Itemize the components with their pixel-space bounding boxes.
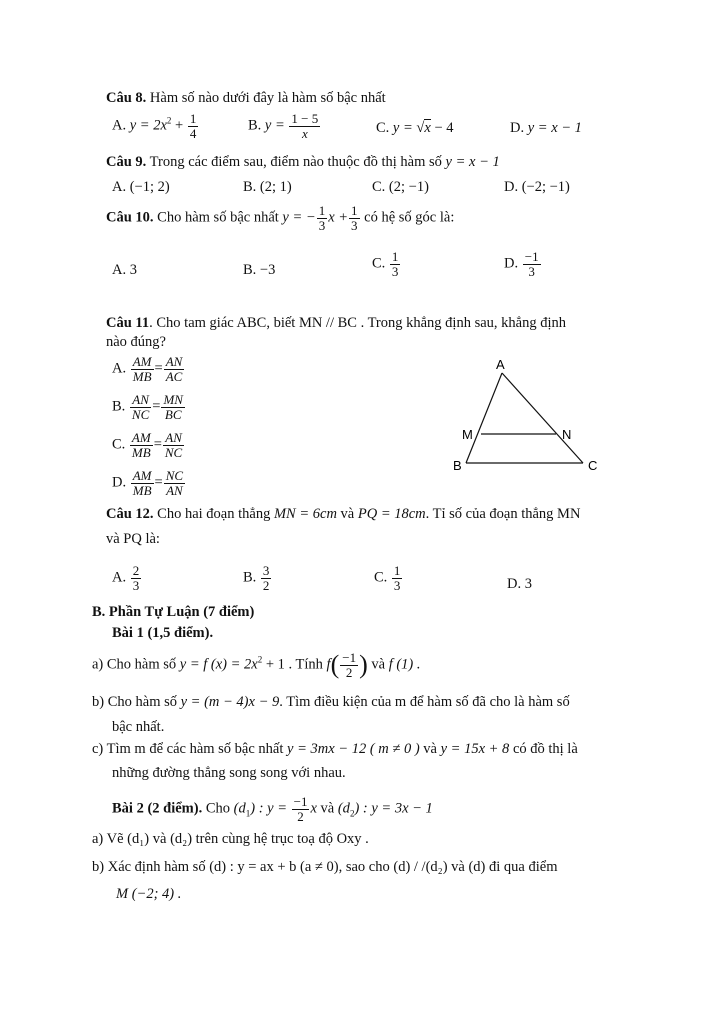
bai2-b-label: b): [92, 859, 105, 875]
q11-option-a: [112, 355, 185, 383]
q9-text: Trong các điểm sau, điểm nào thuộc đồ thị hàm số: [149, 154, 442, 170]
side-ac: [502, 373, 583, 463]
q10-x-plus: x +: [328, 209, 349, 226]
q9-option-a: A. (−1; 2): [112, 179, 170, 195]
q11-b-eq: =: [152, 398, 161, 415]
q8-c-expr: y =: [392, 120, 413, 136]
q11-d-frac2: [164, 469, 185, 497]
bai1-a-expr: y = f (x) = 2x: [179, 656, 258, 673]
bai1-title: Bài 1 (1,5 điểm).: [112, 625, 214, 641]
bai2-b-point: M (−2; 4) .: [116, 886, 182, 902]
q11-stem: [106, 315, 566, 332]
q10-n1: 1: [318, 203, 326, 218]
q8-a-expr: y = 2x: [129, 117, 167, 134]
sqrt-icon: √: [416, 120, 425, 136]
q8-b-frac: [289, 112, 320, 140]
q8-b-num: 1 − 5: [291, 111, 319, 126]
q12-title: Câu 12.: [106, 506, 154, 522]
q11-title: Câu 11: [106, 315, 150, 331]
q8-c-radicand: x: [424, 120, 431, 136]
q10-option-c: [372, 250, 401, 278]
bai1-a-and: và: [371, 656, 386, 673]
q10-expr-pre: y = −: [282, 209, 316, 226]
q12-a-frac: [131, 564, 142, 592]
paren-right-icon: ): [359, 650, 368, 679]
q11-a-n2: AN: [165, 354, 183, 369]
q12-option-c: [374, 564, 403, 592]
q11-text1: . Cho tam giác ABC, biết MN // BC . Trong khẳng định sau, khẳng định: [149, 315, 567, 331]
bai1-c-va: và: [423, 741, 437, 757]
q11-c-eq: =: [153, 436, 162, 453]
q11-d-n1: AM: [132, 468, 152, 483]
q12-text2: . Tỉ số của đoạn thẳng MN: [425, 506, 581, 522]
q11-text2: nào đúng?: [106, 334, 166, 350]
bai1-a-f: f: [326, 656, 331, 673]
q8-a-num: 1: [189, 111, 197, 126]
bai2-d2-sub: 2: [349, 808, 355, 819]
q10-title: Câu 10.: [106, 209, 154, 226]
q11-b-d1: NC: [131, 406, 150, 422]
q9-option-b: B. (2; 1): [243, 179, 292, 195]
bai1-b-label: b): [92, 694, 105, 710]
q8-a-label: A.: [112, 117, 127, 134]
bai1-a-text: Cho hàm số: [106, 656, 177, 673]
q12-mn: MN = 6cm: [273, 506, 337, 522]
q11-b-n2: MN: [163, 392, 183, 407]
q12-a-den: 3: [132, 577, 140, 593]
bai2-d1-x: x: [310, 800, 317, 817]
bai1-c: [92, 741, 578, 758]
q8-a-sup: 2: [166, 115, 172, 126]
q8-option-c: [376, 120, 454, 137]
q8-b-expr: y =: [264, 117, 285, 134]
q12-a-num: 2: [132, 563, 140, 578]
bai1-c-cond: ( m ≠ 0 ): [369, 741, 420, 757]
point-m-label: M: [462, 427, 473, 442]
part-b-title: B. Phần Tự Luận (7 điểm): [92, 604, 255, 620]
side-ab: [466, 373, 502, 463]
q12-stem: [106, 506, 580, 523]
q8-a-den: 4: [189, 125, 197, 141]
q8-c-label: C.: [376, 120, 390, 136]
bai2-d1-post: ) : y =: [250, 800, 287, 817]
q11-b-frac1: [130, 393, 151, 421]
q11-c-frac1: [130, 431, 153, 459]
bai1-c-text2: có đồ thị là: [512, 741, 578, 757]
q12-va: và: [340, 506, 355, 522]
bai2-text: Cho: [205, 800, 231, 817]
bai2-d1-num: −1: [293, 794, 308, 809]
q10-d2: 3: [351, 217, 358, 233]
q11-a-frac2: [164, 355, 185, 383]
q11-a-n1: AM: [132, 354, 152, 369]
bai1-b-expr: y = (m − 4)x − 9: [180, 694, 280, 710]
q12-option-b: [243, 564, 272, 592]
bai1-a-num: −1: [342, 649, 357, 665]
q10-frac2: [349, 204, 360, 232]
q11-a-eq: =: [154, 360, 163, 377]
q10-text: Cho hàm số bậc nhất: [157, 209, 279, 226]
q10-c-num: 1: [391, 249, 399, 264]
q8-c-post: − 4: [434, 120, 454, 136]
q8-option-b: [248, 112, 321, 140]
q9-option-d: D. (−2; −1): [504, 179, 570, 195]
q11-d-n2: NC: [165, 468, 184, 483]
q12-option-a: [112, 564, 142, 592]
q11-c-n2: AN: [165, 430, 182, 445]
q9-expr: y = x − 1: [445, 154, 500, 170]
bai1-c-expr2: y = 15x + 8: [440, 741, 510, 757]
bai2-d2-post: ) : y = 3x − 1: [354, 800, 433, 817]
q11-d-d2: AN: [166, 482, 183, 498]
q11-c-d1: MB: [131, 444, 151, 460]
q11-a-label: A.: [112, 360, 127, 377]
q11-d-label: D.: [112, 474, 127, 491]
bai1-c-label: c): [92, 741, 104, 757]
bai1-b: [92, 694, 570, 711]
bai2-stem: [112, 795, 433, 823]
q12-c-frac: [392, 564, 403, 592]
q11-c-d2: NC: [164, 444, 183, 460]
q12-c-den: 3: [393, 577, 401, 593]
bai2-title: Bài 2 (2 điểm).: [112, 800, 203, 817]
bai1-a-sup: 2: [257, 654, 263, 665]
q8-title: Câu 8.: [106, 90, 147, 106]
q8-d-label: D.: [510, 120, 525, 136]
bai1-b-text: Cho hàm số: [107, 694, 177, 710]
bai1-c-text3: những đường thẳng song song với nhau.: [112, 765, 346, 781]
q11-option-d: [112, 469, 186, 497]
triangle-figure: [440, 355, 610, 475]
q12-option-d: D. 3: [507, 576, 532, 592]
q12-text1: Cho hai đoạn thẳng: [157, 506, 271, 522]
q8-a-frac: [188, 112, 199, 140]
bai2-d1-sub: 1: [245, 808, 251, 819]
q11-b-frac2: [161, 393, 185, 421]
q8-option-d: [510, 120, 582, 137]
bai1-b-text2: . Tìm điều kiện của m để hàm số đã cho là hàm số: [279, 694, 570, 710]
q11-d-frac1: [131, 469, 154, 497]
bai2-a-label: a): [92, 831, 104, 847]
bai1-c-text: Tìm m để các hàm số bậc nhất: [106, 741, 284, 757]
bai1-a: [92, 650, 421, 680]
q12-b-den: 2: [262, 577, 270, 593]
q8-b-label: B.: [248, 117, 262, 134]
q12-c-label: C.: [374, 569, 388, 586]
q11-c-n1: AM: [131, 430, 151, 445]
vertex-b-label: B: [453, 458, 462, 473]
q8-b-den: x: [301, 125, 308, 141]
point-n-label: N: [562, 427, 572, 442]
q10-n2: 1: [351, 203, 358, 218]
q10-c-frac: [390, 250, 401, 278]
q10-d1: 3: [318, 217, 326, 233]
bai1-a-expr2: + 1 . Tính: [262, 656, 323, 673]
q11-option-c: [112, 431, 185, 459]
bai2-b: [92, 859, 557, 876]
q11-c-frac2: [163, 431, 184, 459]
q11-b-d2: BC: [164, 406, 182, 422]
vertex-c-label: C: [588, 458, 598, 473]
q11-a-frac1: [131, 355, 154, 383]
q10-d-den: 3: [528, 263, 535, 279]
bai1-c-expr1: y = 3mx − 12: [287, 741, 367, 757]
q12-c-num: 1: [393, 563, 401, 578]
q11-b-n1: AN: [132, 392, 149, 407]
q10-c-label: C.: [372, 255, 386, 272]
q11-a-d2: AC: [165, 368, 183, 384]
q9-stem: [106, 154, 500, 171]
q10-d-label: D.: [504, 255, 519, 272]
q10-c-den: 3: [391, 263, 399, 279]
q11-d-eq: =: [154, 474, 163, 491]
q10-option-d: [504, 250, 542, 278]
q10-d-frac: [523, 250, 541, 278]
bai1-a-frac: [340, 651, 358, 679]
bai2-a-text: Vẽ (d₁) và (d₂) trên cùng hệ trục toạ độ Oxy .: [106, 831, 369, 847]
paren-left-icon: (: [330, 650, 340, 679]
q10-d-num: −1: [524, 249, 539, 264]
bai2-a: [92, 831, 369, 848]
q8-text: Hàm số nào dưới đây là hàm số bậc nhất: [149, 90, 386, 106]
q11-option-b: [112, 393, 186, 421]
bai2-d2-pre: (d: [337, 800, 350, 817]
bai2-d1-pre: (d: [233, 800, 246, 817]
q12-a-label: A.: [112, 569, 127, 586]
q12-b-label: B.: [243, 569, 257, 586]
q10-stem: [106, 204, 454, 232]
q12-b-num: 3: [262, 563, 270, 578]
q11-b-label: B.: [112, 398, 126, 415]
bai1-a-label: a): [92, 656, 104, 673]
bai2-b-text: Xác định hàm số (d) : y = ax + b (a ≠ 0), sao cho (d) / /(d₂) và (d) đi qua điểm: [107, 859, 558, 875]
bai2-d1-den: 2: [297, 808, 304, 824]
q8-a-plus: +: [171, 117, 187, 134]
q10-option-b: B. −3: [243, 262, 276, 278]
bai2-va: và: [320, 800, 335, 817]
q12-text3: và PQ là:: [106, 531, 160, 547]
q9-title: Câu 9.: [106, 154, 147, 170]
q11-a-d1: MB: [132, 368, 152, 384]
q11-d-d1: MB: [132, 482, 152, 498]
q11-c-label: C.: [112, 436, 126, 453]
q10-frac1: [317, 204, 328, 232]
q12-b-frac: [261, 564, 272, 592]
q8-d-expr: y = x − 1: [527, 120, 582, 136]
q8-option-a: [112, 112, 199, 140]
q8-stem: [106, 90, 386, 107]
bai1-a-den: 2: [345, 664, 353, 680]
bai1-a-f1: f (1) .: [388, 656, 421, 673]
bai1-b-text3: bậc nhất.: [112, 719, 165, 735]
q9-option-c: C. (2; −1): [372, 179, 429, 195]
q10-option-a: A. 3: [112, 262, 137, 278]
vertex-a-label: A: [496, 357, 505, 372]
q12-pq: PQ = 18cm: [357, 506, 426, 522]
bai2-d1-frac: [292, 795, 310, 823]
q10-text-after: có hệ số góc là:: [364, 209, 455, 226]
